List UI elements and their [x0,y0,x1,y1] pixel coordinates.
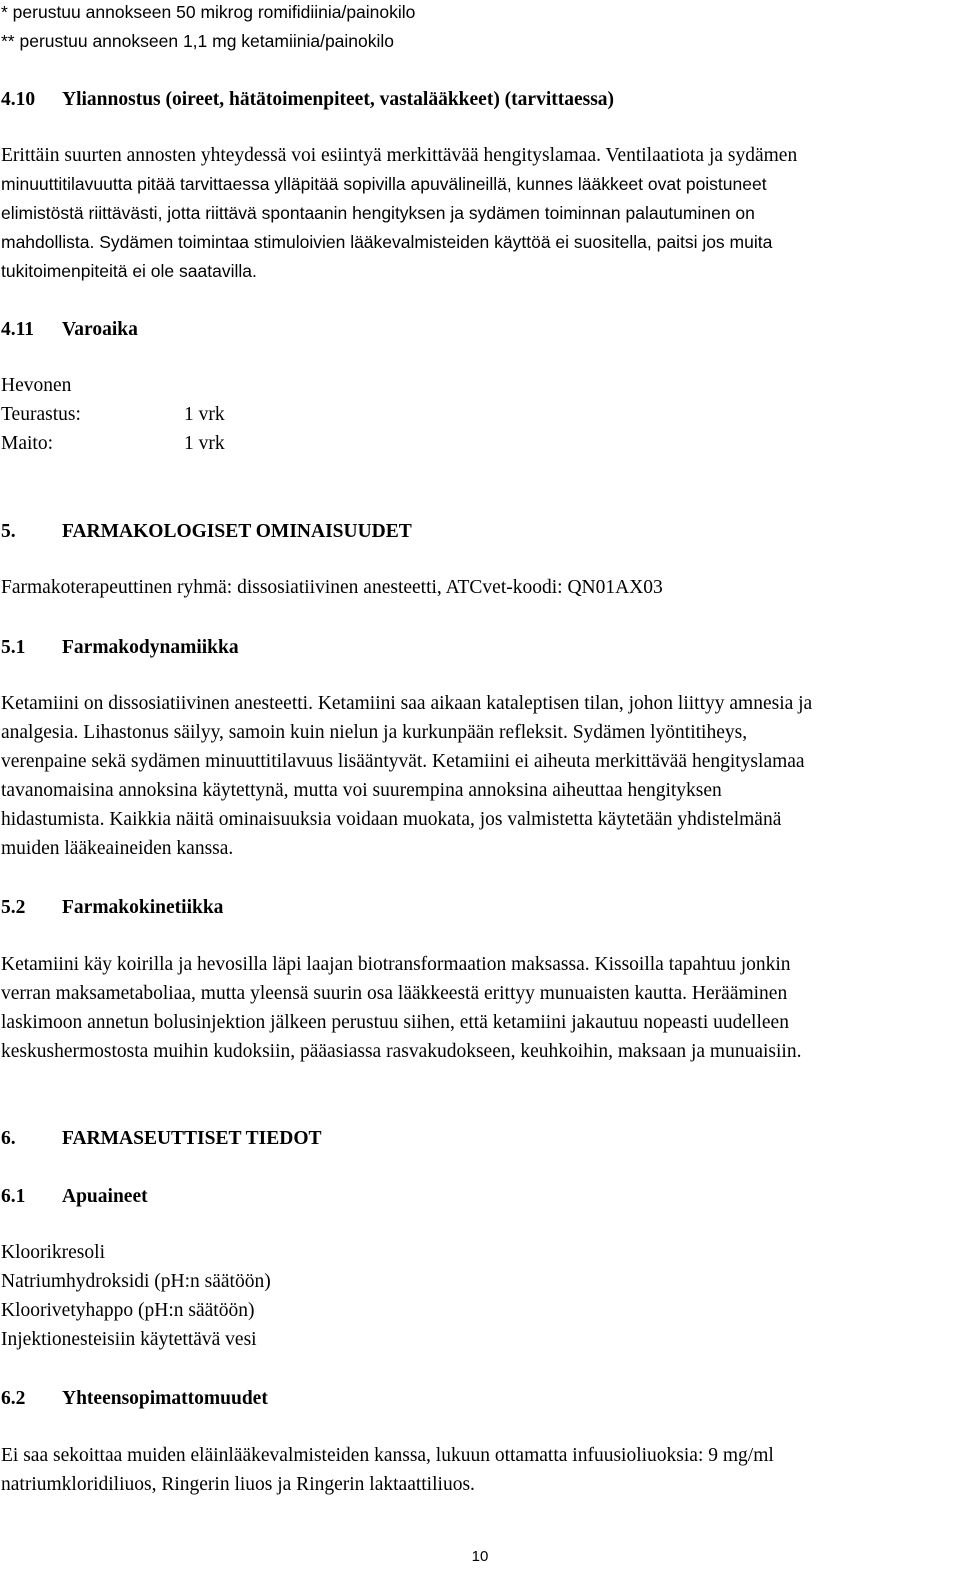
body-line: laskimoon annetun bolusinjektion jälkeen perustuu siihen, että ketamiini jakautuu nopeasti uudelleen [1,1012,789,1033]
list-item: Kloorivetyhappo (pH:n säätöön) [1,1300,255,1321]
section-title: Farmakodynamiikka [62,637,239,658]
section-number: 6. [1,1128,16,1149]
list-item: Injektionesteisiin käytettävä vesi [1,1329,257,1350]
section-heading-5-1 [1,633,956,662]
list-item: Natriumhydroksidi (pH:n säätöön) [1,1271,271,1292]
body-line: verran maksametaboliaa, mutta yleensä suurin osa lääkkeestä erittyy munuaisten kautta. Herääminen [1,983,788,1004]
section-5-1-body [1,689,956,863]
list-item: Kloorikresoli [1,1242,105,1263]
footnote-2: ** perustuu annokseen 1,1 mg ketamiinia/painokilo [1,31,395,51]
section-4-10-body [1,141,956,286]
excipients-list [1,1238,956,1354]
body-line: mahdollista. Sydämen toimintaa stimuloivien lääkevalmisteiden käyttöä ei suositella, paitsi jos muita [1,232,773,252]
body-line: muiden lääkeaineiden kanssa. [1,838,234,859]
withdrawal-row [1,429,956,458]
section-number: 6.2 [1,1388,26,1409]
species-label: Hevonen [1,375,72,396]
section-title: Yliannostus (oireet, hätätoimenpiteet, vastalääkkeet) (tarvittaessa) [62,89,615,110]
body-line: minuuttitilavuutta pitää tarvittaessa ylläpitää sopivilla apuvälineillä, kunnes lääkkeet ovat poistuneet [1,174,767,194]
section-number: 5.2 [1,897,26,918]
section-title: Yhteensopimattomuudet [62,1388,268,1409]
withdrawal-value: 1 vrk [184,404,225,425]
section-heading-6-1 [1,1182,956,1211]
body-line: tavanomaisina annoksina käytettynä, mutta voi suurempina annoksina aiheuttaa hengityksen [1,780,722,801]
footnotes [1,0,956,56]
section-number: 5.1 [1,637,26,658]
section-heading-6 [1,1124,956,1153]
section-heading-5-2 [1,893,956,922]
withdrawal-value: 1 vrk [184,433,225,454]
body-line: hidastumista. Kaikkia näitä ominaisuuksia voidaan muokata, jos valmistetta käytetään yhdistelmänä [1,809,782,830]
section-title: FARMAKOLOGISET OMINAISUUDET [62,521,412,542]
body-line: tukitoimenpiteitä ei ole saatavilla. [1,261,257,281]
section-number: 4.11 [1,319,35,340]
body-line: keskushermostosta muihin kudoksiin, pääasiassa rasvakudokseen, keuhkoihin, maksaan ja munuaisiin. [1,1041,802,1062]
section-heading-4-10 [1,85,956,114]
body-line: verenpaine sekä sydämen minuuttitilavuus lisääntyvät. Ketamiini ei aiheuta merkittävää hengityslamaa [1,751,805,772]
body-line: Erittäin suurten annosten yhteydessä voi esiintyä merkittävää hengityslamaa. Ventilaatiota ja sydämen [1,145,798,166]
section-5-text [1,573,956,602]
withdrawal-period-table [1,371,956,458]
section-5-2-body [1,950,956,1066]
section-heading-6-2 [1,1384,956,1413]
section-title: Farmakokinetiikka [62,897,224,918]
withdrawal-label: Maito: [1,433,53,454]
withdrawal-row [1,400,956,429]
body-line: Ei saa sekoittaa muiden eläinlääkevalmisteiden kanssa, lukuun ottamatta infuusioliuoksia: 9 mg/ml [1,1445,774,1466]
section-6-2-body [1,1441,956,1499]
body-line: Ketamiini käy koirilla ja hevosilla läpi laajan biotransformaation maksassa. Kissoilla tapahtuu jonkin [1,954,791,975]
body-line: elimistöstä riittävästi, jotta riittävä spontaanin hengityksen ja sydämen toiminnan palautuminen on [1,203,755,223]
section-number: 5. [1,521,16,542]
body-line: Farmakoterapeuttinen ryhmä: dissosiatiivinen anesteetti, ATCvet-koodi: QN01AX03 [1,577,663,598]
section-number: 4.10 [1,89,36,110]
section-title: Varoaika [62,319,138,340]
section-heading-5 [1,517,956,546]
body-line: analgesia. Lihastonus säilyy, samoin kuin nielun ja kurkunpään refleksit. Sydämen lyöntitiheys, [1,722,748,743]
body-line: Ketamiini on dissosiatiivinen anesteetti. Ketamiini saa aikaan kataleptisen tilan, johon liittyy amnesia ja [1,693,813,714]
section-title: FARMASEUTTISET TIEDOT [62,1128,322,1149]
section-title: Apuaineet [62,1186,148,1207]
section-number: 6.1 [1,1186,26,1207]
withdrawal-label: Teurastus: [1,404,81,425]
page-number: 10 [471,1548,489,1565]
body-line: natriumkloridiliuos, Ringerin liuos ja Ringerin laktaattiliuos. [1,1474,475,1495]
section-heading-4-11 [1,315,956,344]
footnote-1: * perustuu annokseen 50 mikrog romifidiinia/painokilo [1,2,416,22]
